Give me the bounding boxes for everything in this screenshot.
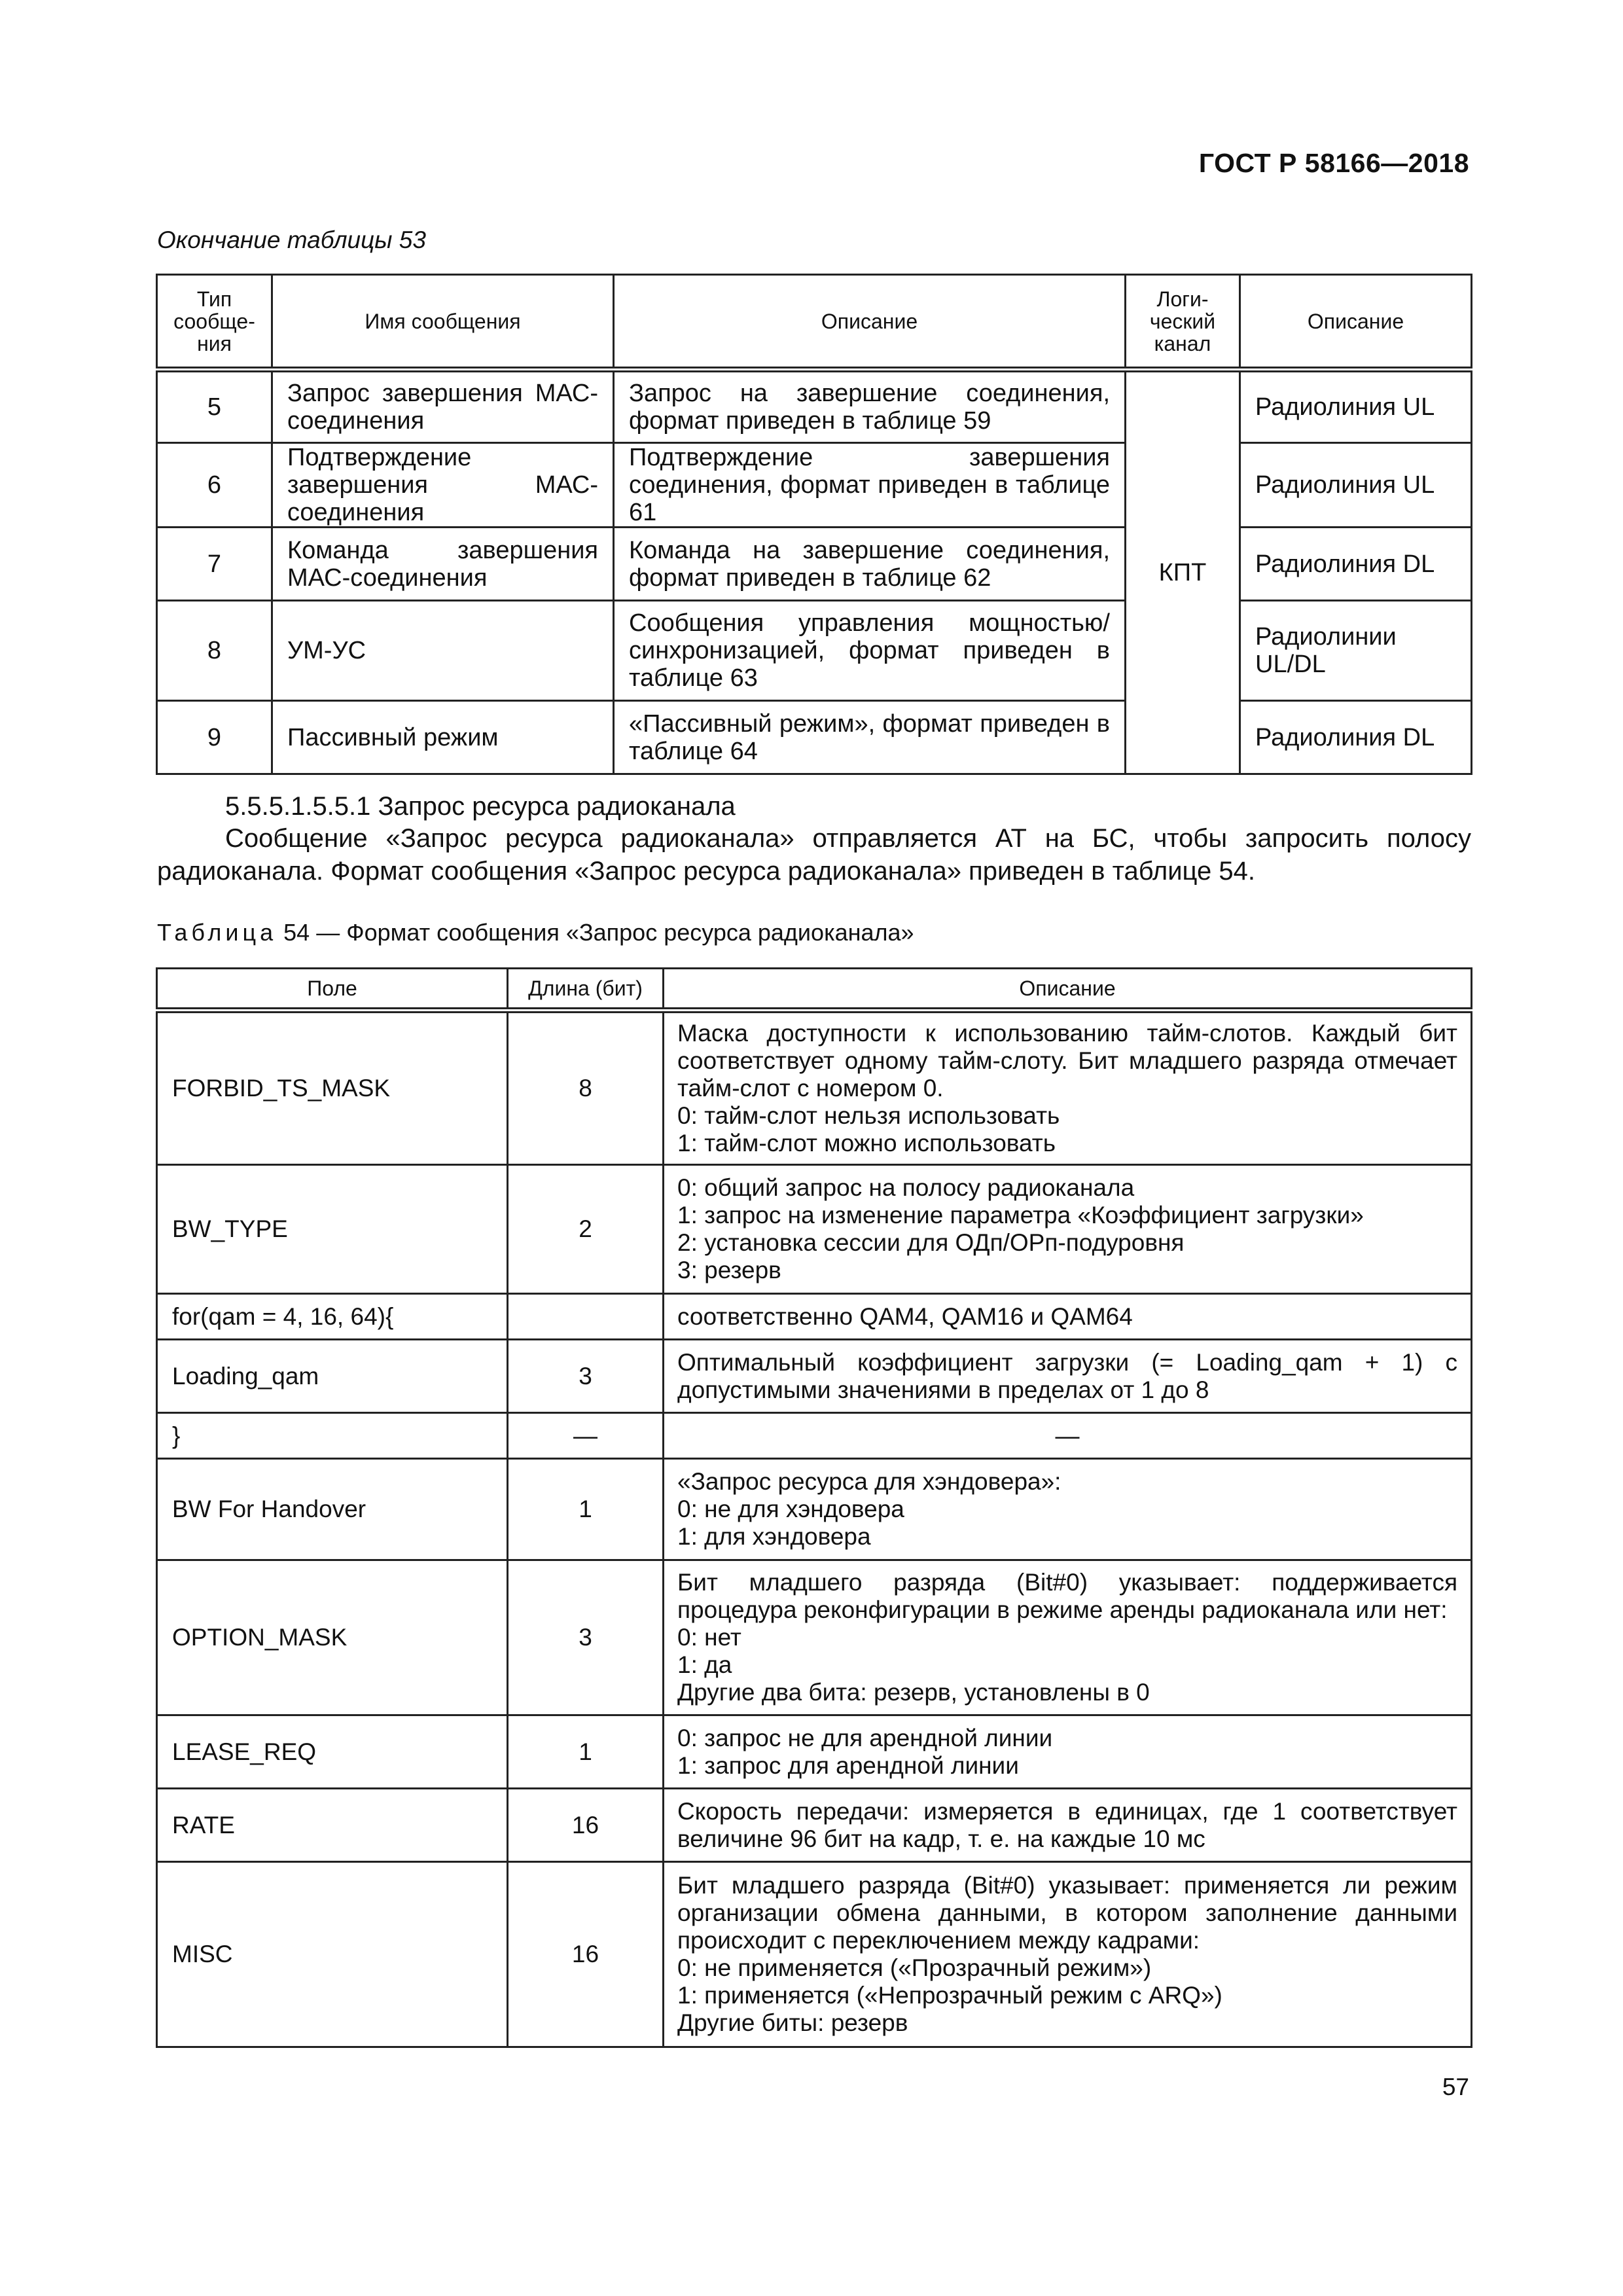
field-length: 1 — [508, 1715, 664, 1789]
field-name: } — [157, 1413, 508, 1459]
radio-link: Радиолиния UL — [1240, 370, 1472, 443]
field-length: 16 — [508, 1862, 664, 2047]
field-length — [508, 1294, 664, 1340]
message-type: 8 — [157, 601, 272, 701]
field-name: LEASE_REQ — [157, 1715, 508, 1789]
field-length: 2 — [508, 1165, 664, 1294]
table-54-caption-label: Таблица — [157, 919, 277, 946]
field-description: Маска доступности к использованию тайм-слотов. Каждый бит соответствует одному тайм-слоту. Бит младшего разряда отмечает тайм-слот с номером 0. 0: тайм-слот нельзя использовать 1: тайм-слот можно использовать — [664, 1011, 1472, 1165]
field-length: — — [508, 1413, 664, 1459]
field-length: 16 — [508, 1789, 664, 1862]
field-name: for(qam = 4, 16, 64){ — [157, 1294, 508, 1340]
table-row — [157, 1294, 1472, 1340]
radio-link: Радиолиния DL — [1240, 528, 1472, 601]
table-row — [157, 1340, 1472, 1413]
table-row — [157, 701, 1472, 774]
radio-link: Радиолиния DL — [1240, 701, 1472, 774]
field-length: 1 — [508, 1459, 664, 1560]
message-name: Запрос завершения МАС-соединения — [272, 370, 614, 443]
message-description: Сообщения управления мощностью/синхронизацией, формат приведен в таблице 63 — [614, 601, 1126, 701]
table-54-header-length: Длина (бит) — [508, 969, 664, 1011]
table-row — [157, 443, 1472, 528]
table-row — [157, 1011, 1472, 1165]
table-row — [157, 1459, 1472, 1560]
table-54-header-field: Поле — [157, 969, 508, 1011]
table-row — [157, 601, 1472, 701]
table-53 — [156, 274, 1472, 775]
table-53-header-type: Тип сообще-ния — [157, 275, 272, 370]
field-name: BW For Handover — [157, 1459, 508, 1560]
field-length: 8 — [508, 1011, 664, 1165]
table-row — [157, 370, 1472, 443]
table-row — [157, 1715, 1472, 1789]
page-number: 57 — [1442, 2073, 1469, 2100]
table-row — [157, 1789, 1472, 1862]
field-description: Бит младшего разряда (Bit#0) указывает: поддерживается процедура реконфигурации в режиме аренды радиоканала или нет: 0: нет 1: да Другие два бита: резерв, установлены в 0 — [664, 1560, 1472, 1715]
message-description: Подтверждение завершения соединения, формат приведен в таблице 61 — [614, 443, 1126, 528]
message-name: Команда завершения МАС-соединения — [272, 528, 614, 601]
field-description: — — [664, 1413, 1472, 1459]
table-54-caption — [157, 919, 914, 946]
table-54-header-description: Описание — [664, 969, 1472, 1011]
field-name: RATE — [157, 1789, 508, 1862]
field-description: «Запрос ресурса для хэндовера»: 0: не для хэндовера 1: для хэндовера — [664, 1459, 1472, 1560]
field-description: Скорость передачи: измеряется в единицах, где 1 соответствует величине 96 бит на кадр, т. е. на каждые 10 мс — [664, 1789, 1472, 1862]
field-description: 0: запрос не для арендной линии 1: запрос для арендной линии — [664, 1715, 1472, 1789]
message-description: «Пассивный режим», формат приведен в таблице 64 — [614, 701, 1126, 774]
field-description: Оптимальный коэффициент загрузки (= Loading_qam + 1) с допустимыми значениями в пределах от 1 до 8 — [664, 1340, 1472, 1413]
table-53-header-description: Описание — [614, 275, 1126, 370]
message-type: 5 — [157, 370, 272, 443]
table-row — [157, 1165, 1472, 1294]
table-53-caption: Окончание таблицы 53 — [157, 226, 426, 253]
message-type: 9 — [157, 701, 272, 774]
table-row — [157, 1413, 1472, 1459]
section-paragraph: Сообщение «Запрос ресурса радиоканала» отправляется АТ на БС, чтобы запросить полосу радиоканала. Формат сообщения «Запрос ресурса радиоканала» приведен в таблице 54. — [157, 824, 1471, 886]
document-header: ГОСТ Р 58166—2018 — [1198, 148, 1469, 178]
table-row — [157, 528, 1472, 601]
message-name: УМ-УС — [272, 601, 614, 701]
field-name: Loading_qam — [157, 1340, 508, 1413]
message-name: Пассивный режим — [272, 701, 614, 774]
table-54-caption-title: 54 — Формат сообщения «Запрос ресурса радиоканала» — [277, 919, 914, 946]
message-name: Подтверждение завершения МАС-соединения — [272, 443, 614, 528]
radio-link: Радиолинии UL/DL — [1240, 601, 1472, 701]
field-length: 3 — [508, 1340, 664, 1413]
table-row — [157, 1862, 1472, 2047]
message-type: 6 — [157, 443, 272, 528]
table-53-header-channel: Логи-ческий канал — [1126, 275, 1240, 370]
field-name: MISC — [157, 1862, 508, 2047]
logical-channel: КПТ — [1126, 370, 1240, 774]
table-53-header-link: Описание — [1240, 275, 1472, 370]
field-name: FORBID_TS_MASK — [157, 1011, 508, 1165]
field-description: 0: общий запрос на полосу радиоканала 1: запрос на изменение параметра «Коэффициент загрузки» 2: установка сессии для ОДп/ОРп-подуровня 3: резерв — [664, 1165, 1472, 1294]
table-row — [157, 1560, 1472, 1715]
table-53-header-name: Имя сообщения — [272, 275, 614, 370]
section-heading: 5.5.5.1.5.5.1 Запрос ресурса радиоканала — [225, 792, 736, 821]
field-description: соответственно QAM4, QAM16 и QAM64 — [664, 1294, 1472, 1340]
message-description: Запрос на завершение соединения, формат приведен в таблице 59 — [614, 370, 1126, 443]
field-description: Бит младшего разряда (Bit#0) указывает: применяется ли режим организации обмена данными, в котором заполнение данными происходит с переключением между кадрами: 0: не применяется («Прозрачный режим») 1: применяется («Непрозрачный режим с ARQ») Другие биты: резерв — [664, 1862, 1472, 2047]
field-name: BW_TYPE — [157, 1165, 508, 1294]
table-54 — [156, 967, 1472, 2048]
message-description: Команда на завершение соединения, формат приведен в таблице 62 — [614, 528, 1126, 601]
field-name: OPTION_MASK — [157, 1560, 508, 1715]
field-length: 3 — [508, 1560, 664, 1715]
message-type: 7 — [157, 528, 272, 601]
radio-link: Радиолиния UL — [1240, 443, 1472, 528]
